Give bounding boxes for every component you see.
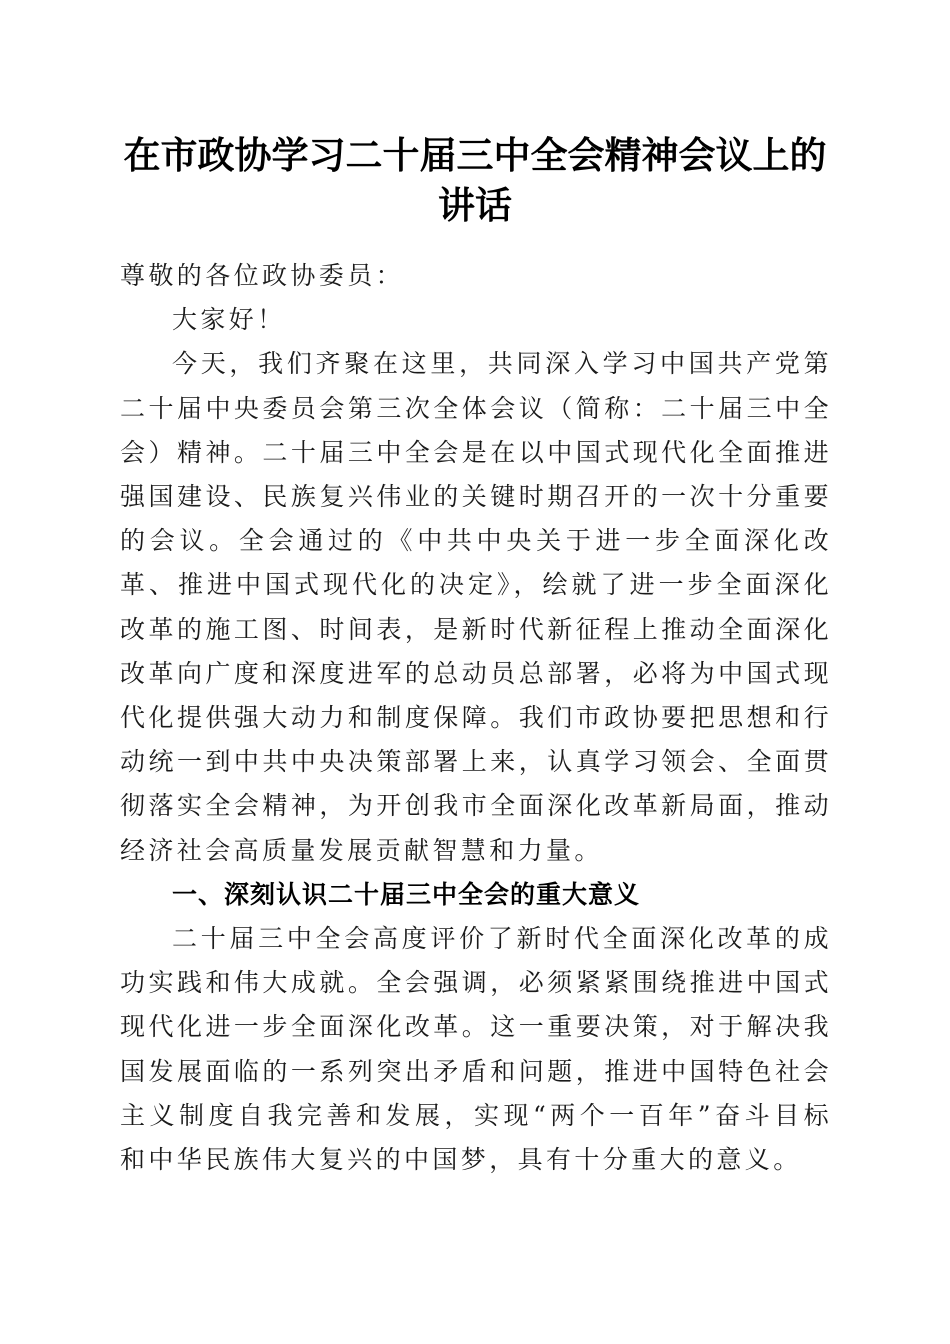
document-title: 在市政协学习二十届三中全会精神会议上的讲话 xyxy=(123,133,827,227)
section-paragraph-1: 二十届三中全会高度评价了新时代全面深化改革的成功实践和伟大成就。全会强调，必须紧紧围绕推进中国式现代化进一步全面深化改革。这一重要决策，对于解决我国发展面临的一系列突出矛盾和问题，推进中国特色社会主义制度自我完善和发展，实现“两个一百年”奋斗目标和中华民族伟大复兴的中国梦，具有十分重大的意义。 xyxy=(120,924,832,1175)
greeting: 大家好！ xyxy=(172,305,286,335)
section-heading-1: 一、深刻认识二十届三中全会的重大意义 xyxy=(172,879,641,909)
salutation: 尊敬的各位政协委员： xyxy=(120,261,405,290)
document-body xyxy=(120,254,832,1182)
intro-paragraph: 今天，我们齐聚在这里，共同深入学习中国共产党第二十届中央委员会第三次全体会议（简称：二十届三中全会）精神。二十届三中全会是在以中国式现代化全面推进强国建设、民族复兴伟业的关键时期召开的一次十分重要的会议。全会通过的《中共中央关于进一步全面深化改革、推进中国式现代化的决定》，绘就了进一步全面深化改革的施工图、时间表，是新时代新征程上推动全面深化改革向广度和深度进军的总动员总部署，必将为中国式现代化提供强大动力和制度保障。我们市政协要把思想和行动统一到中共中央决策部署上来，认真学习领会、全面贯彻落实全会精神，为开创我市全面深化改革新局面，推动经济社会高质量发展贡献智慧和力量。 xyxy=(120,349,832,865)
